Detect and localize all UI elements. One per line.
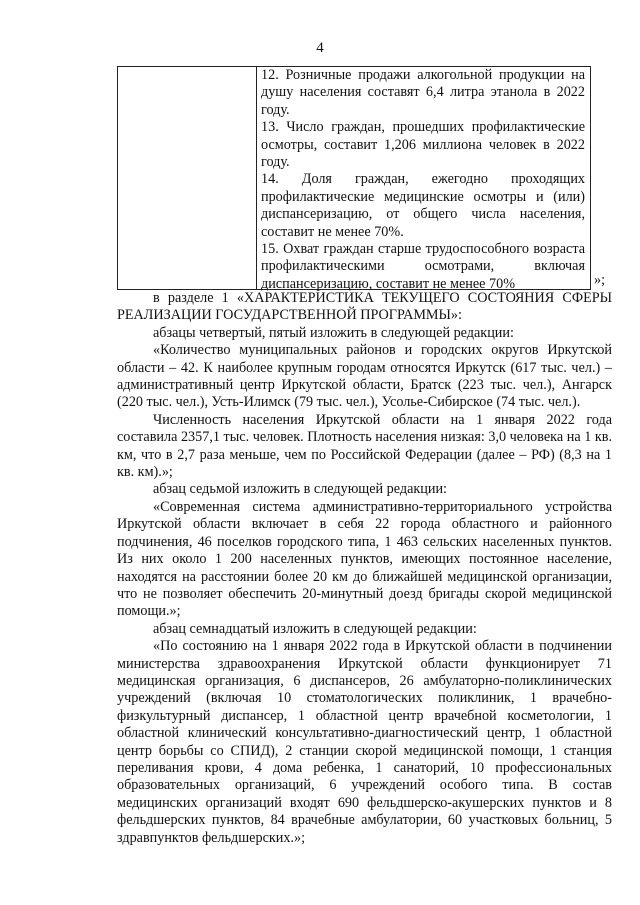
table-indicators-cell xyxy=(257,67,590,292)
paragraph: в разделе 1 «ХАРАКТЕРИСТИКА ТЕКУЩЕГО СОСТОЯНИЯ СФЕРЫ РЕАЛИЗАЦИИ ГОСУДАРСТВЕННОЙ ПРОГРАММЫ»: xyxy=(117,290,612,324)
paragraph: «По состоянию на 1 января 2022 года в Иркутской области в подчинении министерства здравоохранения Иркутской области функционирует 71 медицинская организация, 6 диспансеров, 26 амбулаторно-поликлинических учреждений (включая 10 стоматологических поликлиник, 1 врачебно-физкультурный диспансер, 1 областной центр врачебной косметологии, 1 областной клинический консультативно-диагностический центр, 1 областной центр борьбы со СПИД), 2 станции скорой медицинской помощи, 1 станция переливания крови, 4 дома ребенка, 1 санаторий, 10 профессиональных образовательных организаций, 6 учреждений особого типа. В состав медицинских организаций входят 690 фельдшерско-акушерских пунктов и 8 фельдшерских пунктов, 84 врачебные амбулатории, 60 участковых больниц, 5 здравпунктов фельдшерских.»; xyxy=(117,638,612,846)
paragraph: Численность населения Иркутской области на 1 января 2022 года составила 2357,1 тыс. человек. Плотность населения низкая: 3,0 человека на 1 кв. км, что в 2,7 раза меньше, чем по Российской Федерации (далее – РФ) (8,3 на 1 кв. км).»; xyxy=(117,411,612,481)
page-number: 4 xyxy=(316,40,324,56)
paragraph: «Современная система административно-территориального устройства Иркутской области включает в себя 22 города областного и районного подчинения, 46 поселков городского типа, 1 463 сельских населенных пунктов. Из них около 1 200 населенных пунктов, имеющих постоянное население, находятся на расстоянии более 20 км до ближайшей медицинской организации, что не позволяет обеспечить 20-минутный доезд бригады скорой медицинской помощи.»; xyxy=(117,498,612,620)
paragraph: абзацы четвертый, пятый изложить в следующей редакции: xyxy=(153,324,514,341)
document-body xyxy=(117,290,612,847)
indicator-15: 15. Охват граждан старше трудоспособного возраста профилактическими осмотрами, включая диспансеризацию, составит не менее 70% xyxy=(261,241,585,292)
table-closing-quote: »; xyxy=(594,272,606,288)
table-empty-cell xyxy=(118,67,257,289)
paragraph: «Количество муниципальных районов и городских округов Иркутской области – 42. К наиболее крупным городам относятся Иркутск (617 тыс. чел.) – административный центр Иркутской области, Братск (223 тыс. чел.), Ангарск (220 тыс. чел.), Усть-Илимск (79 тыс. чел.), Усолье-Сибирское (74 тыс. чел.). xyxy=(117,342,612,411)
paragraph: абзац семнадцатый изложить в следующей редакции: xyxy=(153,620,477,637)
indicator-14: 14. Доля граждан, ежегодно проходящих профилактические медицинские осмотры и (или) диспансеризацию, от общего числа населения, составит не менее 70%. xyxy=(261,171,585,240)
indicator-12: 12. Розничные продажи алкогольной продукции на душу населения составят 6,4 литра этанола в 2022 году. xyxy=(261,67,585,118)
paragraph: абзац седьмой изложить в следующей редакции: xyxy=(153,481,448,498)
indicators-table xyxy=(117,66,591,290)
indicator-13: 13. Число граждан, прошедших профилактические осмотры, составит 1,206 миллиона человек в 2022 году. xyxy=(261,119,585,171)
